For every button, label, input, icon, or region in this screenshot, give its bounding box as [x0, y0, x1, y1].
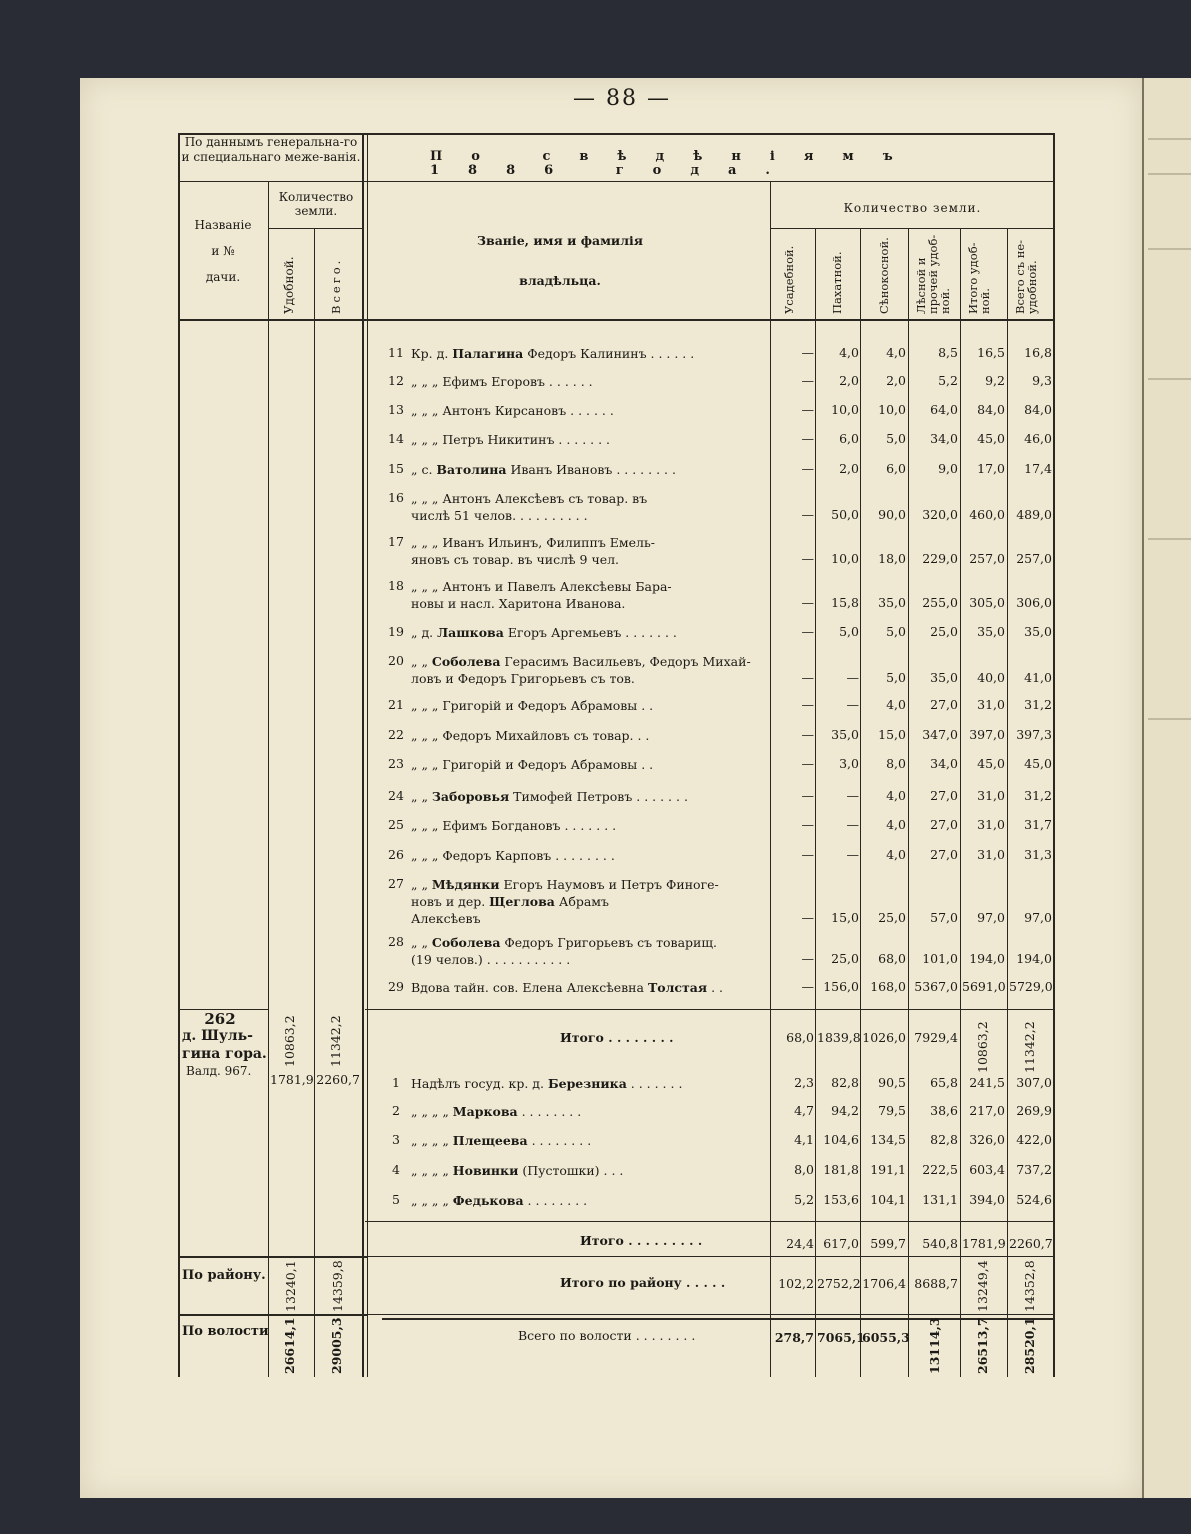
- row-number: 17: [388, 534, 404, 549]
- owner-name: „ „ „ Федоръ Карповъ . . . . . . . .: [411, 848, 615, 863]
- cell-pah: 82,8: [831, 1075, 859, 1090]
- dacha-vsego-total: 11342,2: [328, 1015, 343, 1067]
- cell-usad: —: [801, 551, 814, 566]
- cell-vsego: 17,4: [1024, 461, 1052, 476]
- cell-vsego: 35,0: [1024, 624, 1052, 639]
- itogo2-usad: 24,4: [786, 1236, 814, 1251]
- cell-sen: 90,5: [878, 1075, 906, 1090]
- cell-sen: 8,0: [886, 756, 906, 771]
- cell-itogo: 31,0: [977, 788, 1005, 803]
- owner-name: „ „ „ Федоръ Михайловъ съ товар. . .: [411, 728, 650, 743]
- cell-sen: 5,0: [886, 624, 906, 639]
- cell-vsego: 489,0: [1016, 507, 1052, 522]
- volost-les: 13114,3: [927, 1317, 942, 1374]
- cell-itogo: 40,0: [977, 670, 1005, 685]
- owner-name: „ „ Соболева Герасимъ Васильевъ, Федоръ Михай- ловъ и Федоръ Григорьевъ съ тов.: [411, 654, 751, 686]
- cell-vsego: 257,0: [1016, 551, 1052, 566]
- cell-itogo: 194,0: [969, 951, 1005, 966]
- header-qty-group: Количество земли.: [843, 201, 982, 215]
- cell-les: 65,8: [930, 1075, 958, 1090]
- cell-vsego: 422,0: [1016, 1132, 1052, 1147]
- owner-name: „ „ „ Антонъ Кирсановъ . . . . . .: [411, 403, 614, 418]
- cell-sen: 4,0: [886, 847, 906, 862]
- raion-pah: 2752,2: [817, 1276, 861, 1291]
- cell-sen: 4,0: [886, 697, 906, 712]
- itogo-usad: 68,0: [786, 1030, 814, 1045]
- page-number: — 88 —: [573, 86, 671, 111]
- cell-usad: —: [801, 697, 814, 712]
- cell-pah: 5,0: [839, 624, 859, 639]
- cell-itogo: 31,0: [977, 847, 1005, 862]
- dacha-vsego-b: 2260,7: [316, 1072, 360, 1087]
- cell-usad: —: [801, 402, 814, 417]
- cell-usad: —: [801, 431, 814, 446]
- cell-usad: —: [801, 951, 814, 966]
- volost-sen: 6055,3: [862, 1330, 910, 1345]
- header-lesnoi: Лѣсной и прочей удоб-ной.: [914, 234, 952, 314]
- cell-usad: 4,1: [794, 1132, 814, 1147]
- cell-les: 5,2: [938, 373, 958, 388]
- cell-sen: 4,0: [886, 788, 906, 803]
- cell-sen: 35,0: [878, 595, 906, 610]
- cell-les: 101,0: [922, 951, 958, 966]
- owner-name: Вдова тайн. сов. Елена Алексѣевна Толстая . .: [411, 980, 723, 995]
- volost-vsego: 29005,3: [329, 1317, 344, 1374]
- row-number: 29: [388, 979, 404, 994]
- cell-les: 64,0: [930, 402, 958, 417]
- cell-vsego: 45,0: [1024, 756, 1052, 771]
- owner-name: „ „ „ „ Новинки (Пустошки) . . .: [411, 1163, 624, 1178]
- cell-pah: 4,0: [839, 345, 859, 360]
- row-number: 23: [388, 756, 404, 771]
- cell-les: 5367,0: [914, 979, 958, 994]
- owner-name: „ „ „ Ефимъ Егоровъ . . . . . .: [411, 374, 593, 389]
- cell-sen: 15,0: [878, 727, 906, 742]
- cell-usad: —: [801, 507, 814, 522]
- cell-vsego: 31,3: [1024, 847, 1052, 862]
- row-number: 1: [392, 1075, 400, 1090]
- owner-name: „ „ „ Ефимъ Богдановъ . . . . . . .: [411, 818, 617, 833]
- header-right-group: По свѣдѣніямъ 1886 года.: [430, 149, 922, 178]
- row-number: 22: [388, 727, 404, 742]
- volost-usad: 278,7: [774, 1330, 814, 1345]
- cell-les: 347,0: [922, 727, 958, 742]
- cell-pah: —: [846, 670, 859, 685]
- cell-usad: —: [801, 461, 814, 476]
- cell-pah: —: [846, 817, 859, 832]
- cell-itogo: 16,5: [977, 345, 1005, 360]
- cell-les: 229,0: [922, 551, 958, 566]
- cell-sen: 4,0: [886, 817, 906, 832]
- cell-les: 35,0: [930, 670, 958, 685]
- cell-vsego: 194,0: [1016, 951, 1052, 966]
- header-pahatnoi: Пахатной.: [830, 251, 844, 314]
- header-name-col: Названіе и № дачи.: [194, 218, 252, 284]
- row-number: 20: [388, 653, 404, 668]
- cell-les: 25,0: [930, 624, 958, 639]
- header-vsego: Всего.: [329, 257, 343, 314]
- row-number: 26: [388, 847, 404, 862]
- cell-pah: —: [846, 847, 859, 862]
- owner-name: „ д. Лашкова Егоръ Аргемьевъ . . . . . . .: [411, 625, 677, 640]
- cell-itogo: 460,0: [969, 507, 1005, 522]
- cell-itogo: 257,0: [969, 551, 1005, 566]
- cell-usad: —: [801, 979, 814, 994]
- owner-name: „ „ Соболева Федоръ Григорьевъ съ товарищ. (19 челов.) . . . . . . . . . . .: [411, 935, 717, 967]
- cell-pah: 181,8: [823, 1162, 859, 1177]
- cell-vsego: 5729,0: [1009, 979, 1053, 994]
- cell-vsego: 16,8: [1024, 345, 1052, 360]
- cell-itogo: 394,0: [969, 1192, 1005, 1207]
- cell-pah: 10,0: [831, 551, 859, 566]
- owner-name: „ „ „ „ Федькова . . . . . . . .: [411, 1193, 588, 1208]
- header-vsego-neudobnoi: Всего съ не-удобной.: [1013, 239, 1039, 314]
- cell-pah: —: [846, 697, 859, 712]
- owner-name: „ с. Ватолина Иванъ Ивановъ . . . . . . . .: [411, 462, 676, 477]
- cell-sen: 168,0: [870, 979, 906, 994]
- cell-itogo: 84,0: [977, 402, 1005, 417]
- owner-name: Надѣлъ госуд. кр. д. Березника . . . . . . .: [411, 1076, 683, 1091]
- row-number: 2: [392, 1103, 400, 1118]
- cell-usad: 2,3: [794, 1075, 814, 1090]
- volost-label: По волости: [182, 1324, 269, 1339]
- cell-pah: 3,0: [839, 756, 859, 771]
- cell-usad: —: [801, 727, 814, 742]
- cell-itogo: 603,4: [969, 1162, 1005, 1177]
- cell-les: 27,0: [930, 847, 958, 862]
- owner-name: „ „ Мѣдянки Егоръ Наумовъ и Петръ Финоге- новъ и дер. Щеглова Абрамъ Алексѣевъ: [411, 877, 719, 926]
- cell-itogo: 35,0: [977, 624, 1005, 639]
- cell-itogo: 305,0: [969, 595, 1005, 610]
- cell-les: 82,8: [930, 1132, 958, 1147]
- cell-pah: 104,6: [823, 1132, 859, 1147]
- cell-usad: —: [801, 373, 814, 388]
- cell-pah: 2,0: [839, 373, 859, 388]
- cell-les: 34,0: [930, 756, 958, 771]
- row-number: 13: [388, 402, 404, 417]
- cell-les: 38,6: [930, 1103, 958, 1118]
- row-number: 28: [388, 934, 404, 949]
- cell-usad: —: [801, 595, 814, 610]
- itogo-udobnoi-total: 10863,2: [975, 1021, 990, 1073]
- itogo2-vsego: 2260,7: [1009, 1236, 1053, 1251]
- header-owner-col: Званіе, имя и фамилія владѣльца.: [477, 233, 643, 288]
- cell-sen: 134,5: [870, 1132, 906, 1147]
- cell-sen: 5,0: [886, 670, 906, 685]
- owner-name: Кр. д. Палагина Федоръ Калининъ . . . . . .: [411, 346, 695, 361]
- cell-pah: 2,0: [839, 461, 859, 476]
- cell-les: 131,1: [922, 1192, 958, 1207]
- cell-usad: —: [801, 817, 814, 832]
- row-number: 11: [388, 345, 404, 360]
- cell-itogo: 31,0: [977, 697, 1005, 712]
- cell-usad: —: [801, 788, 814, 803]
- cell-sen: 10,0: [878, 402, 906, 417]
- cell-usad: —: [801, 345, 814, 360]
- row-number: 18: [388, 578, 404, 593]
- cell-pah: 15,8: [831, 595, 859, 610]
- cell-pah: 153,6: [823, 1192, 859, 1207]
- cell-sen: 5,0: [886, 431, 906, 446]
- cell-pah: 156,0: [823, 979, 859, 994]
- cell-vsego: 84,0: [1024, 402, 1052, 417]
- facing-page-edge: [1142, 78, 1191, 1498]
- row-number: 24: [388, 788, 404, 803]
- cell-pah: 94,2: [831, 1103, 859, 1118]
- header-udobnoi: Удобной.: [282, 256, 296, 314]
- cell-sen: 25,0: [878, 910, 906, 925]
- row-number: 25: [388, 817, 404, 832]
- volost-vsego: 28520,1: [1022, 1317, 1037, 1374]
- volost-udobnoi: 26614,1: [282, 1317, 297, 1374]
- cell-itogo: 17,0: [977, 461, 1005, 476]
- cell-les: 27,0: [930, 697, 958, 712]
- row-number: 19: [388, 624, 404, 639]
- itogo2-label: Итого . . . . . . . . .: [580, 1233, 703, 1248]
- owner-name: „ „ „ „ Маркова . . . . . . . .: [411, 1104, 582, 1119]
- cell-vsego: 31,2: [1024, 788, 1052, 803]
- row-number: 4: [392, 1162, 400, 1177]
- cell-itogo: 31,0: [977, 817, 1005, 832]
- row-number: 27: [388, 876, 404, 891]
- cell-les: 255,0: [922, 595, 958, 610]
- raion-itogo: 13249,4: [975, 1260, 990, 1312]
- cell-itogo: 217,0: [969, 1103, 1005, 1118]
- cell-les: 8,5: [938, 345, 958, 360]
- raion-les: 8688,7: [914, 1276, 958, 1291]
- cell-sen: 90,0: [878, 507, 906, 522]
- itogo-pah: 1839,8: [817, 1030, 861, 1045]
- dacha-udobnoi-total: 10863,2: [282, 1015, 297, 1067]
- cell-itogo: 45,0: [977, 756, 1005, 771]
- volost-itogo: 26513,7: [975, 1317, 990, 1374]
- cell-usad: 5,2: [794, 1192, 814, 1207]
- cell-pah: 10,0: [831, 402, 859, 417]
- row-number: 15: [388, 461, 404, 476]
- cell-vsego: 41,0: [1024, 670, 1052, 685]
- cell-vsego: 269,9: [1016, 1103, 1052, 1118]
- raion-vsego: 14352,8: [1022, 1260, 1037, 1312]
- cell-sen: 18,0: [878, 551, 906, 566]
- cell-itogo: 9,2: [985, 373, 1005, 388]
- owner-name: „ „ „ Григорій и Федоръ Абрамовы . .: [411, 757, 654, 772]
- header-senokosnoi: Сѣнокосной.: [877, 237, 891, 314]
- cell-sen: 68,0: [878, 951, 906, 966]
- dacha-number: 262: [204, 1010, 236, 1028]
- itogo-label: Итого . . . . . . . .: [560, 1030, 674, 1045]
- cell-pah: 6,0: [839, 431, 859, 446]
- itogo2-itogo: 1781,9: [962, 1236, 1006, 1251]
- row-number: 5: [392, 1192, 400, 1207]
- cell-usad: 4,7: [794, 1103, 814, 1118]
- header-qty-col: Количество земли.: [278, 190, 354, 218]
- cell-itogo: 241,5: [969, 1075, 1005, 1090]
- cell-vsego: 524,6: [1016, 1192, 1052, 1207]
- raion-usad: 102,2: [778, 1276, 814, 1291]
- cell-usad: —: [801, 847, 814, 862]
- volost-total-label: Всего по волости . . . . . . . .: [518, 1328, 696, 1343]
- cell-itogo: 326,0: [969, 1132, 1005, 1147]
- cell-usad: —: [801, 670, 814, 685]
- cell-vsego: 31,7: [1024, 817, 1052, 832]
- raion-udobnoi: 13240,1: [283, 1260, 298, 1312]
- volost-pah: 7065,1: [817, 1330, 865, 1345]
- cell-pah: 15,0: [831, 910, 859, 925]
- cell-les: 222,5: [922, 1162, 958, 1177]
- cell-usad: —: [801, 756, 814, 771]
- owner-name: „ „ „ Антонъ и Павелъ Алексѣевы Бара- новы и насл. Харитона Иванова.: [411, 579, 672, 611]
- cell-sen: 6,0: [886, 461, 906, 476]
- cell-vsego: 307,0: [1016, 1075, 1052, 1090]
- cell-sen: 79,5: [878, 1103, 906, 1118]
- row-number: 16: [388, 490, 404, 505]
- cell-sen: 104,1: [870, 1192, 906, 1207]
- dacha-name: д. Шуль- гина гора.: [182, 1028, 267, 1062]
- header-usadebnoi: Усадебной.: [782, 245, 796, 314]
- header-itogo-udobnoi: Итого удоб-ной.: [966, 242, 992, 314]
- cell-sen: 191,1: [870, 1162, 906, 1177]
- owner-name: „ „ „ Григорій и Федоръ Абрамовы . .: [411, 698, 654, 713]
- itogo-les: 7929,4: [914, 1030, 958, 1045]
- dacha-udobnoi-b: 1781,9: [270, 1072, 314, 1087]
- cell-vsego: 9,3: [1032, 373, 1052, 388]
- row-number: 21: [388, 697, 404, 712]
- cell-pah: 25,0: [831, 951, 859, 966]
- cell-vsego: 31,2: [1024, 697, 1052, 712]
- cell-les: 320,0: [922, 507, 958, 522]
- cell-vsego: 97,0: [1024, 910, 1052, 925]
- dacha-reference: Валд. 967.: [186, 1064, 252, 1078]
- cell-itogo: 97,0: [977, 910, 1005, 925]
- row-number: 3: [392, 1132, 400, 1147]
- raion-sen: 1706,4: [862, 1276, 906, 1291]
- cell-pah: 35,0: [831, 727, 859, 742]
- itogo2-les: 540,8: [922, 1236, 958, 1251]
- cell-usad: 8,0: [794, 1162, 814, 1177]
- cell-pah: —: [846, 788, 859, 803]
- itogo-sen: 1026,0: [862, 1030, 906, 1045]
- cell-sen: 2,0: [886, 373, 906, 388]
- itogo2-sen: 599,7: [870, 1236, 906, 1251]
- cell-itogo: 397,0: [969, 727, 1005, 742]
- cell-les: 9,0: [938, 461, 958, 476]
- raion-vsego: 14359,8: [330, 1260, 345, 1312]
- cell-vsego: 737,2: [1016, 1162, 1052, 1177]
- itogo-vsego-total: 11342,2: [1022, 1021, 1037, 1073]
- cell-vsego: 306,0: [1016, 595, 1052, 610]
- cell-les: 27,0: [930, 788, 958, 803]
- owner-name: „ „ „ Антонъ Алексѣевъ съ товар. въ числѣ 51 челов. . . . . . . . . .: [411, 491, 648, 523]
- owner-name: „ „ „ „ Плещеева . . . . . . . .: [411, 1133, 592, 1148]
- cell-les: 57,0: [930, 910, 958, 925]
- cell-vsego: 46,0: [1024, 431, 1052, 446]
- row-number: 12: [388, 373, 404, 388]
- itogo2-pah: 617,0: [823, 1236, 859, 1251]
- owner-name: „ „ Заборовья Тимофей Петровъ . . . . . . .: [411, 789, 688, 804]
- cell-pah: 50,0: [831, 507, 859, 522]
- cell-usad: —: [801, 910, 814, 925]
- cell-vsego: 397,3: [1016, 727, 1052, 742]
- cell-itogo: 45,0: [977, 431, 1005, 446]
- cell-sen: 4,0: [886, 345, 906, 360]
- header-left-group: По даннымъ генеральна-го и специальнаго меже-ванія.: [181, 135, 361, 164]
- raion-label: По району.: [182, 1268, 266, 1283]
- row-number: 14: [388, 431, 404, 446]
- cell-usad: —: [801, 624, 814, 639]
- raion-total-label: Итого по району . . . . .: [560, 1275, 726, 1290]
- cell-itogo: 5691,0: [962, 979, 1006, 994]
- cell-les: 34,0: [930, 431, 958, 446]
- owner-name: „ „ „ Петръ Никитинъ . . . . . . .: [411, 432, 611, 447]
- cell-les: 27,0: [930, 817, 958, 832]
- owner-name: „ „ „ Иванъ Ильинъ, Филиппъ Емель- яновъ съ товар. въ числѣ 9 чел.: [411, 535, 655, 567]
